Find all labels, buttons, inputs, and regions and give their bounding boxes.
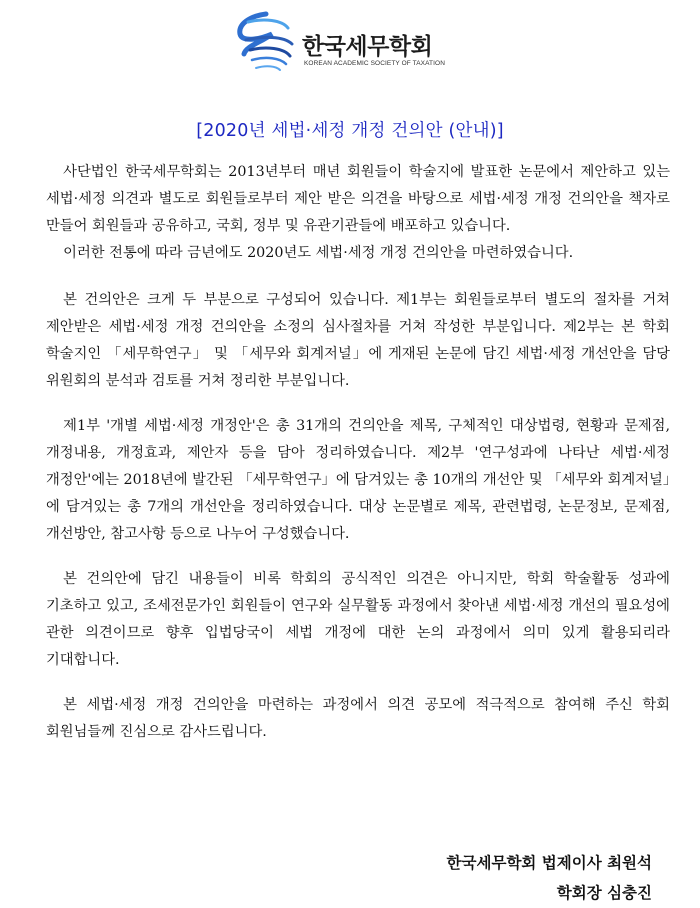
swirl-logo-icon <box>232 10 298 74</box>
header-logo <box>232 10 452 74</box>
body-paragraph-tradition: 이러한 전통에 따라 금년에도 2020년도 세법·세정 개정 건의안을 마련하였습니다. <box>63 245 574 261</box>
signature-block <box>447 848 652 908</box>
org-name: 한국세무학회 <box>302 34 433 60</box>
document-title: [2020년 세법·세정 개정 건의안 (안내)] <box>196 121 504 141</box>
signature-president: 학회장 심충진 <box>556 884 652 902</box>
body-paragraph-structure: 본 건의안은 크게 두 부분으로 구성되어 있습니다. 제1부는 회원들로부터 별도의 절차를 거쳐 제안받은 세법·세정 개정 건의안을 소정의 심사절차를 거쳐 작성한 부분입니다. 제2부는 본 학회 학술지인 「세무학연구」 및 「세무와 회계저널」에 게재된 논문에 담긴 세법·세정 개선안을 담당 위원회의 분석과 검토를 거쳐 정리한 부분입니다. <box>46 292 670 389</box>
org-name-english: KOREAN ACADEMIC SOCIETY OF TAXATION <box>304 60 445 67</box>
body-paragraph-thanks: 본 세법·세정 개정 건의안을 마련하는 과정에서 의견 공모에 적극적으로 참여해 주신 학회 회원님들께 진심으로 감사드립니다. <box>46 697 670 740</box>
body-paragraph-intro: 사단법인 한국세무학회는 2013년부터 매년 회원들이 학술지에 발표한 논문에서 제안하고 있는 세법·세정 의견과 별도로 회원들로부터 제안 받은 의견을 바탕으로 세법·세정 개정 건의안을 책자로 만들어 회원들과 공유하고, 국회, 정부 및 유관기관들에 배포하고 있습니다. <box>46 164 670 234</box>
body-paragraph-expectation: 본 건의안에 담긴 내용들이 비록 학회의 공식적인 의견은 아니지만, 학회 학술활동 성과에 기초하고 있고, 조세전문가인 회원들이 연구와 실무활동 과정에서 찾아낸 세법·세정 개선의 필요성에 관한 의견이므로 향후 입법당국이 세법 개정에 대한 논의 과정에서 의미 있게 활용되리라 기대합니다. <box>46 571 670 668</box>
signature-legal-director: 한국세무학회 법제이사 최원석 <box>446 854 652 872</box>
document-body <box>46 159 670 746</box>
body-paragraph-contents: 제1부 '개별 세법·세정 개정안'은 총 31개의 건의안을 제목, 구체적인 대상법령, 현황과 문제점, 개정내용, 개정효과, 제안자 등을 담아 정리하였습니다. 제2부 '연구성과에 나타난 세법·세정 개정안'에는 2018년에 발간된 「세무학연구」에 담겨있는 총 10개의 개선안 및 「세무와 회계저널」에 담겨있는 총 7개의 개선안을 정리하였습니다. 대상 논문별로 제목, 관련법령, 논문정보, 문제점, 개선방안, 참고사항 등으로 나누어 구성했습니다. <box>46 418 670 542</box>
